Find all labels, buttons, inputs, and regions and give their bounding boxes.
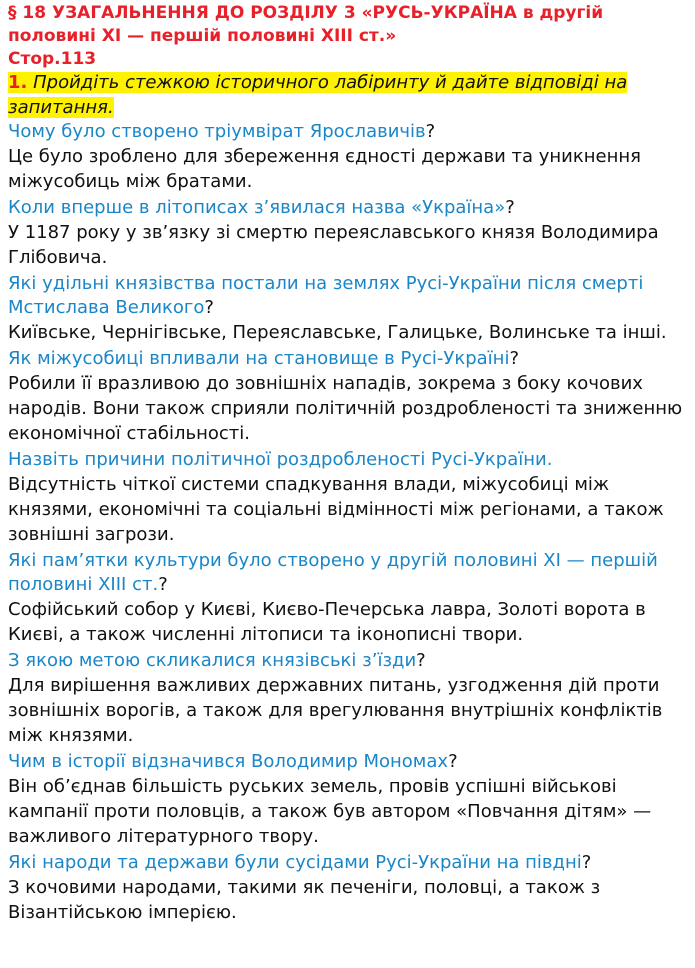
qa-item-9: [8, 851, 690, 925]
answer: У 1187 року у зв’язку зі смертю переяславського князя Володимира Глібовича.: [8, 222, 659, 268]
qa-item-3: [8, 272, 690, 345]
qa-item-8: [8, 750, 690, 849]
answer: Київське, Чернігівське, Переяславське, Галицьке, Волинське та інші.: [8, 322, 667, 343]
question: Як міжусобиці впливали на становище в Русі-Україні?: [8, 348, 520, 369]
task-highlight: [8, 72, 627, 118]
page-reference: Стор.113: [8, 49, 97, 69]
qa-item-7: [8, 649, 690, 748]
question: Які удільні князівства постали на землях Русі-України після смерті Мстислава Великого?: [8, 273, 644, 318]
qa-item-4: [8, 347, 690, 446]
question: Назвіть причини політичної роздробленості Русі-України.: [8, 449, 553, 470]
qa-item-6: [8, 549, 690, 647]
answer: Це було зроблено для збереження єдності держави та уникнення міжусобиць між братами.: [8, 146, 641, 192]
question: Які народи та держави були сусідами Русі-України на півдні?: [8, 852, 592, 873]
question-mark: ?: [509, 348, 520, 369]
answer: Він об’єднав більшість руських земель, провів успішні військові кампанії проти половців, а також був автором «Повчання дітям» — важливого літературного твору.: [8, 776, 652, 847]
question-mark: ?: [448, 751, 458, 772]
question: Чому було створено тріумвірат Ярославичів?: [8, 121, 436, 142]
answer: Софійський собор у Києві, Києво-Печерська лавра, Золоті ворота в Києві, а також численні літописи та іконописні твори.: [8, 599, 646, 645]
question: Чим в історії відзначився Володимир Мономах?: [8, 751, 458, 772]
answer: Для вирішення важливих державних питань, узгодження дій проти зовнішніх ворогів, а також для врегулювання внутрішніх конфліктів між князями.: [8, 675, 663, 746]
question-mark: ?: [425, 121, 436, 142]
question-mark: ?: [505, 197, 515, 218]
document-page: [8, 2, 690, 927]
task-number: 1.: [8, 72, 28, 93]
question-mark: ?: [158, 574, 168, 595]
answer: Робили її вразливою до зовнішніх нападів, зокрема з боку кочових народів. Вони також сприяли політичній роздробленості та зниженню економічної стабільності.: [8, 373, 683, 444]
question-mark: ?: [204, 297, 214, 318]
qa-item-1: [8, 120, 690, 194]
answer: Відсутність чіткої системи спадкування влади, міжусобиці між князями, економічні та соціальні відмінності між регіонами, а також зовнішні загрози.: [8, 474, 664, 545]
task-instruction: [8, 70, 690, 120]
qa-item-2: [8, 196, 690, 270]
answer: З кочовими народами, такими як печеніги, половці, а також з Візантійською імперією.: [8, 877, 601, 923]
question-mark: ?: [581, 852, 592, 873]
question: Коли вперше в літописах з’явилася назва «Україна»?: [8, 197, 515, 218]
task-text: Пройдіть стежкою історичного лабіринту й дайте відповіді на запитання.: [8, 72, 628, 118]
question: З якою метою скликалися князівські з’їзди?: [8, 650, 426, 671]
question: Які пам’ятки культури було створено у другій половині XI — першій половині XIII ст.?: [8, 550, 658, 595]
question-mark: ?: [416, 650, 426, 671]
qa-item-5: [8, 448, 690, 547]
section-title: § 18 УЗАГАЛЬНЕННЯ ДО РОЗДІЛУ 3 «РУСЬ-УКРАЇНА в другій половині XI — першій половині XIII ст.»: [8, 3, 604, 46]
